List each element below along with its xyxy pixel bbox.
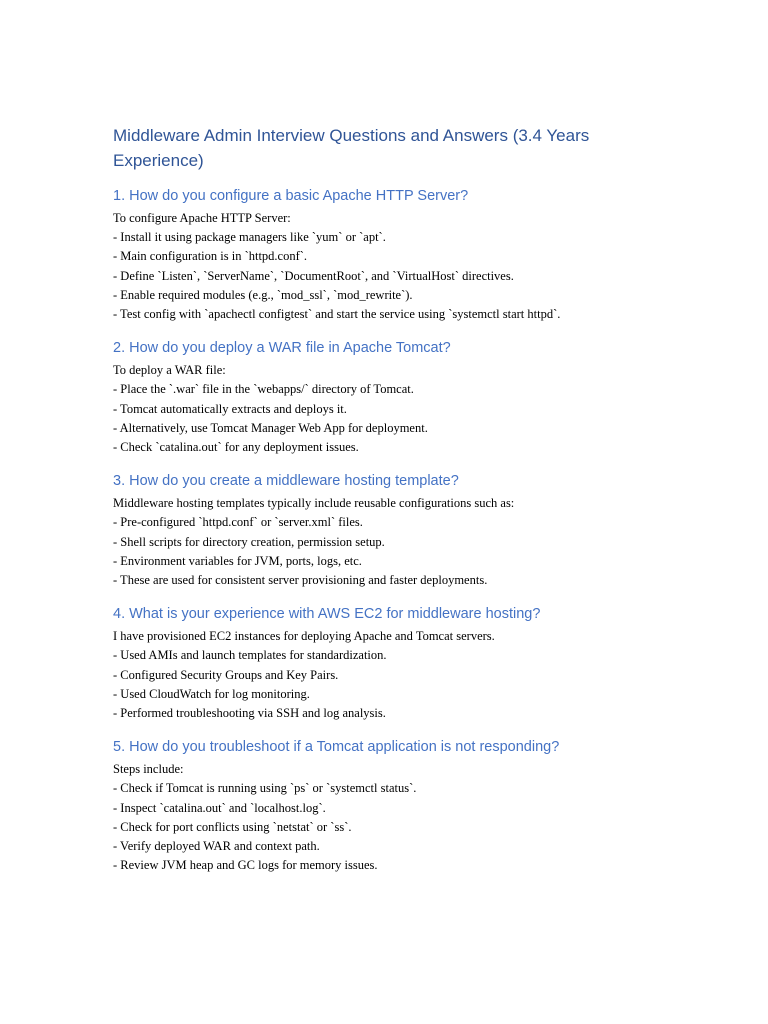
answer-line: - Main configuration is in `httpd.conf`. <box>113 249 308 264</box>
answer-line: - Review JVM heap and GC logs for memory issues. <box>113 858 378 873</box>
question-section-1 <box>113 187 733 324</box>
answer-line: To deploy a WAR file: <box>113 363 226 378</box>
answer-line: - These are used for consistent server provisioning and faster deployments. <box>113 573 488 588</box>
question-section-5 <box>113 738 733 875</box>
answer-line: To configure Apache HTTP Server: <box>113 211 291 225</box>
question-heading: 4. What is your experience with AWS EC2 for middleware hosting? <box>113 606 541 623</box>
question-section-4 <box>113 605 733 723</box>
document-title-line-2: Experience) <box>113 151 204 170</box>
answer-line: - Check if Tomcat is running using `ps` or `systemctl status`. <box>113 781 417 796</box>
question-section-2 <box>113 339 733 457</box>
question-heading: 1. How do you configure a basic Apache HTTP Server? <box>113 188 469 204</box>
document-page <box>113 123 733 890</box>
answer-block <box>113 760 733 875</box>
answer-line: - Tomcat automatically extracts and deploys it. <box>113 401 347 416</box>
answer-line: - Check for port conflicts using `netstat` or `ss`. <box>113 819 352 834</box>
answer-line: - Inspect `catalina.out` and `localhost.log`. <box>113 800 326 815</box>
question-section-3 <box>113 472 733 590</box>
document-title-line-1: Middleware Admin Interview Questions and Answers (3.4 Years <box>113 126 590 145</box>
answer-line: - Shell scripts for directory creation, permission setup. <box>113 534 385 549</box>
answer-block <box>113 627 733 723</box>
question-heading: 5. How do you troubleshoot if a Tomcat application is not responding? <box>113 739 560 756</box>
answer-block <box>113 209 733 324</box>
answer-line: - Place the `.war` file in the `webapps/` directory of Tomcat. <box>113 382 414 397</box>
answer-line: - Configured Security Groups and Key Pairs. <box>113 667 339 682</box>
answer-line: I have provisioned EC2 instances for deploying Apache and Tomcat servers. <box>113 629 495 644</box>
answer-line: - Used CloudWatch for log monitoring. <box>113 686 310 701</box>
answer-line: - Test config with `apachectl configtest` and start the service using `systemctl start httpd`. <box>113 307 561 322</box>
answer-line: Middleware hosting templates typically include reusable configurations such as: <box>113 496 515 511</box>
answer-line: - Environment variables for JVM, ports, logs, etc. <box>113 553 362 568</box>
answer-line: - Install it using package managers like `yum` or `apt`. <box>113 230 386 245</box>
document-title <box>113 123 733 173</box>
answer-line: - Alternatively, use Tomcat Manager Web App for deployment. <box>113 420 428 435</box>
answer-line: - Define `Listen`, `ServerName`, `DocumentRoot`, and `VirtualHost` directives. <box>113 268 514 283</box>
answer-line: Steps include: <box>113 762 184 777</box>
answer-block <box>113 494 733 590</box>
answer-line: - Used AMIs and launch templates for standardization. <box>113 648 387 663</box>
answer-block <box>113 361 733 457</box>
answer-line: - Pre-configured `httpd.conf` or `server.xml` files. <box>113 515 363 530</box>
answer-line: - Verify deployed WAR and context path. <box>113 839 320 854</box>
question-heading: 3. How do you create a middleware hosting template? <box>113 473 459 490</box>
question-heading: 2. How do you deploy a WAR file in Apache Tomcat? <box>113 340 451 357</box>
answer-line: - Enable required modules (e.g., `mod_ssl`, `mod_rewrite`). <box>113 287 413 302</box>
answer-line: - Performed troubleshooting via SSH and log analysis. <box>113 706 386 721</box>
answer-line: - Check `catalina.out` for any deployment issues. <box>113 440 359 455</box>
